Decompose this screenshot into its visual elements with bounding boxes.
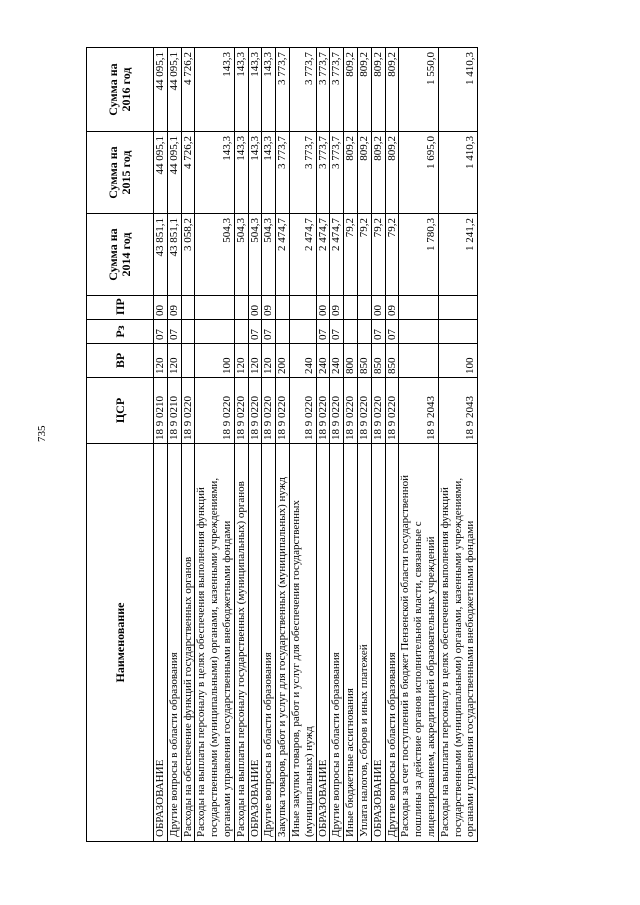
- table-row: [385, 48, 399, 842]
- cell-vr: 850: [385, 344, 399, 378]
- cell-pr: [438, 296, 477, 320]
- cell-sum-2016: 44 095,1: [154, 48, 168, 132]
- cell-sum-2016: 3 773,7: [276, 48, 290, 132]
- cell-name: Расходы на обеспечение функций государственных органов: [181, 444, 195, 842]
- cell-sum-2014: 43 851,1: [167, 214, 181, 296]
- cell-vr: 240: [330, 344, 344, 378]
- cell-rz: 07: [371, 320, 385, 344]
- cell-vr: 100: [195, 344, 234, 378]
- cell-rz: 07: [262, 320, 276, 344]
- cell-sum-2015: 143,3: [262, 132, 276, 214]
- table-row: [330, 48, 344, 842]
- cell-sum-2015: 3 773,7: [289, 132, 316, 214]
- cell-sum-2015: 809,2: [371, 132, 385, 214]
- cell-sum-2014: 2 474,7: [289, 214, 316, 296]
- cell-sum-2014: 504,3: [248, 214, 262, 296]
- cell-vr: 100: [438, 344, 477, 378]
- cell-sum-2016: 3 773,7: [330, 48, 344, 132]
- cell-sum-2015: 1 410,3: [438, 132, 477, 214]
- cell-name: Другие вопросы в области образования: [262, 444, 276, 842]
- cell-name: Расходы за счет поступлений в бюджет Пензенской области государственной пошлины за действие органов исполнительной власти, связанные с лицензированием, аккредитацией образовательных учреждений: [399, 444, 438, 842]
- table-row: [181, 48, 195, 842]
- cell-rz: [399, 320, 438, 344]
- table-row: [167, 48, 181, 842]
- table-row: [289, 48, 316, 842]
- cell-sum-2014: 2 474,7: [330, 214, 344, 296]
- cell-pr: 00: [371, 296, 385, 320]
- cell-pr: [181, 296, 195, 320]
- header-sum-2016: Сумма на 2016 год: [87, 48, 154, 132]
- cell-name: Другие вопросы в области образования: [167, 444, 181, 842]
- cell-pr: 09: [167, 296, 181, 320]
- cell-sum-2014: 3 058,2: [181, 214, 195, 296]
- cell-csr: 18 9 0220: [289, 378, 316, 444]
- cell-csr: 18 9 0220: [344, 378, 358, 444]
- cell-pr: 09: [385, 296, 399, 320]
- cell-rz: 07: [385, 320, 399, 344]
- cell-vr: [399, 344, 438, 378]
- cell-rz: 07: [248, 320, 262, 344]
- cell-name: ОБРАЗОВАНИЕ: [248, 444, 262, 842]
- cell-sum-2015: 3 773,7: [330, 132, 344, 214]
- cell-name: Расходы на выплаты персоналу государственных (муниципальных) органов: [234, 444, 248, 842]
- cell-vr: 850: [371, 344, 385, 378]
- cell-sum-2015: 44 095,1: [167, 132, 181, 214]
- cell-vr: 120: [167, 344, 181, 378]
- cell-csr: 18 9 0220: [195, 378, 234, 444]
- cell-sum-2015: 143,3: [248, 132, 262, 214]
- cell-sum-2016: 809,2: [357, 48, 371, 132]
- cell-name: ОБРАЗОВАНИЕ: [371, 444, 385, 842]
- cell-sum-2014: 504,3: [262, 214, 276, 296]
- cell-pr: 09: [262, 296, 276, 320]
- cell-name: Иные закупки товаров, работ и услуг для обеспечения государственных (муниципальных) нужд: [289, 444, 316, 842]
- cell-csr: 18 9 0210: [167, 378, 181, 444]
- cell-pr: [344, 296, 358, 320]
- cell-rz: [438, 320, 477, 344]
- cell-pr: [276, 296, 290, 320]
- cell-csr: 18 9 0210: [154, 378, 168, 444]
- cell-sum-2016: 143,3: [234, 48, 248, 132]
- table-row: [195, 48, 234, 842]
- cell-name: Расходы на выплаты персоналу в целях обеспечения выполнения функций государственными (муниципальными) органами, казенными учреждениями, органами управления государственными внебюджетными фондами: [438, 444, 477, 842]
- table-row: [316, 48, 330, 842]
- cell-sum-2016: 143,3: [195, 48, 234, 132]
- cell-sum-2014: 1 780,3: [399, 214, 438, 296]
- cell-pr: 00: [154, 296, 168, 320]
- cell-csr: 18 9 2043: [399, 378, 438, 444]
- cell-vr: 800: [344, 344, 358, 378]
- cell-csr: 18 9 0220: [357, 378, 371, 444]
- cell-sum-2015: 143,3: [195, 132, 234, 214]
- cell-pr: [357, 296, 371, 320]
- cell-name: Уплата налогов, сборов и иных платежей: [357, 444, 371, 842]
- cell-rz: 07: [316, 320, 330, 344]
- table-row: [276, 48, 290, 842]
- cell-vr: 240: [316, 344, 330, 378]
- cell-sum-2014: 504,3: [234, 214, 248, 296]
- cell-rz: [276, 320, 290, 344]
- cell-vr: 120: [262, 344, 276, 378]
- table-body: [154, 48, 478, 842]
- header-vr: ВР: [87, 344, 154, 378]
- cell-vr: 120: [234, 344, 248, 378]
- cell-sum-2016: 143,3: [262, 48, 276, 132]
- cell-sum-2016: 143,3: [248, 48, 262, 132]
- rotated-page-content: [86, 48, 536, 842]
- cell-sum-2016: 1 410,3: [438, 48, 477, 132]
- cell-sum-2014: 79,2: [371, 214, 385, 296]
- cell-vr: 120: [154, 344, 168, 378]
- header-sum-2014: Сумма на 2014 год: [87, 214, 154, 296]
- cell-vr: [181, 344, 195, 378]
- table-row: [357, 48, 371, 842]
- cell-pr: [195, 296, 234, 320]
- cell-csr: 18 9 0220: [181, 378, 195, 444]
- header-rz: Рз: [87, 320, 154, 344]
- cell-sum-2014: 79,2: [357, 214, 371, 296]
- table-row: [438, 48, 477, 842]
- cell-sum-2014: 504,3: [195, 214, 234, 296]
- cell-vr: 240: [289, 344, 316, 378]
- table-row: [154, 48, 168, 842]
- cell-vr: 850: [357, 344, 371, 378]
- cell-name: Расходы на выплаты персоналу в целях обеспечения выполнения функций государственными (муниципальными) органами, казенными учреждениями, органами управления государственными внебюджетными фондами: [195, 444, 234, 842]
- cell-rz: [181, 320, 195, 344]
- cell-sum-2014: 2 474,7: [316, 214, 330, 296]
- cell-name: Другие вопросы в области образования: [330, 444, 344, 842]
- page-number: 735: [36, 425, 48, 442]
- table-row: [234, 48, 248, 842]
- table-row: [371, 48, 385, 842]
- cell-name: Иные бюджетные ассигнования: [344, 444, 358, 842]
- cell-sum-2014: 43 851,1: [154, 214, 168, 296]
- table-row: [262, 48, 276, 842]
- cell-name: ОБРАЗОВАНИЕ: [154, 444, 168, 842]
- cell-name: Другие вопросы в области образования: [385, 444, 399, 842]
- cell-sum-2015: 809,2: [357, 132, 371, 214]
- cell-vr: 200: [276, 344, 290, 378]
- cell-sum-2015: 809,2: [344, 132, 358, 214]
- header-csr: ЦСР: [87, 378, 154, 444]
- header-name: Наименование: [87, 444, 154, 842]
- cell-sum-2016: 809,2: [371, 48, 385, 132]
- cell-rz: 07: [330, 320, 344, 344]
- cell-csr: 18 9 0220: [234, 378, 248, 444]
- cell-rz: [344, 320, 358, 344]
- cell-csr: 18 9 0220: [316, 378, 330, 444]
- header-pr: ПР: [87, 296, 154, 320]
- cell-rz: [289, 320, 316, 344]
- cell-name: Закупка товаров, работ и услуг для государственных (муниципальных) нужд: [276, 444, 290, 842]
- cell-rz: [234, 320, 248, 344]
- cell-pr: [234, 296, 248, 320]
- cell-csr: 18 9 0220: [276, 378, 290, 444]
- cell-sum-2015: 143,3: [234, 132, 248, 214]
- cell-csr: 18 9 0220: [371, 378, 385, 444]
- cell-sum-2014: 1 241,2: [438, 214, 477, 296]
- cell-sum-2016: 809,2: [385, 48, 399, 132]
- cell-sum-2015: 809,2: [385, 132, 399, 214]
- cell-sum-2016: 809,2: [344, 48, 358, 132]
- cell-csr: 18 9 0220: [262, 378, 276, 444]
- table-row: [399, 48, 438, 842]
- cell-sum-2016: 44 095,1: [167, 48, 181, 132]
- table-row: [344, 48, 358, 842]
- cell-sum-2016: 1 550,0: [399, 48, 438, 132]
- header-row: [87, 48, 154, 842]
- cell-sum-2015: 4 726,2: [181, 132, 195, 214]
- cell-csr: 18 9 0220: [248, 378, 262, 444]
- cell-csr: 18 9 0220: [385, 378, 399, 444]
- table-row: [248, 48, 262, 842]
- cell-sum-2016: 4 726,2: [181, 48, 195, 132]
- cell-rz: 07: [154, 320, 168, 344]
- cell-rz: 07: [167, 320, 181, 344]
- cell-name: ОБРАЗОВАНИЕ: [316, 444, 330, 842]
- cell-sum-2014: 79,2: [385, 214, 399, 296]
- cell-sum-2014: 2 474,7: [276, 214, 290, 296]
- cell-sum-2016: 3 773,7: [316, 48, 330, 132]
- cell-sum-2014: 79,2: [344, 214, 358, 296]
- cell-csr: 18 9 2043: [438, 378, 477, 444]
- cell-sum-2015: 3 773,7: [316, 132, 330, 214]
- cell-pr: [399, 296, 438, 320]
- budget-table: [86, 47, 478, 842]
- cell-sum-2015: 1 695,0: [399, 132, 438, 214]
- header-sum-2015: Сумма на 2015 год: [87, 132, 154, 214]
- cell-rz: [357, 320, 371, 344]
- cell-pr: 00: [248, 296, 262, 320]
- cell-vr: 120: [248, 344, 262, 378]
- cell-csr: 18 9 0220: [330, 378, 344, 444]
- cell-sum-2015: 3 773,7: [276, 132, 290, 214]
- cell-sum-2016: 3 773,7: [289, 48, 316, 132]
- cell-pr: 00: [316, 296, 330, 320]
- cell-pr: 09: [330, 296, 344, 320]
- cell-sum-2015: 44 095,1: [154, 132, 168, 214]
- cell-rz: [195, 320, 234, 344]
- cell-pr: [289, 296, 316, 320]
